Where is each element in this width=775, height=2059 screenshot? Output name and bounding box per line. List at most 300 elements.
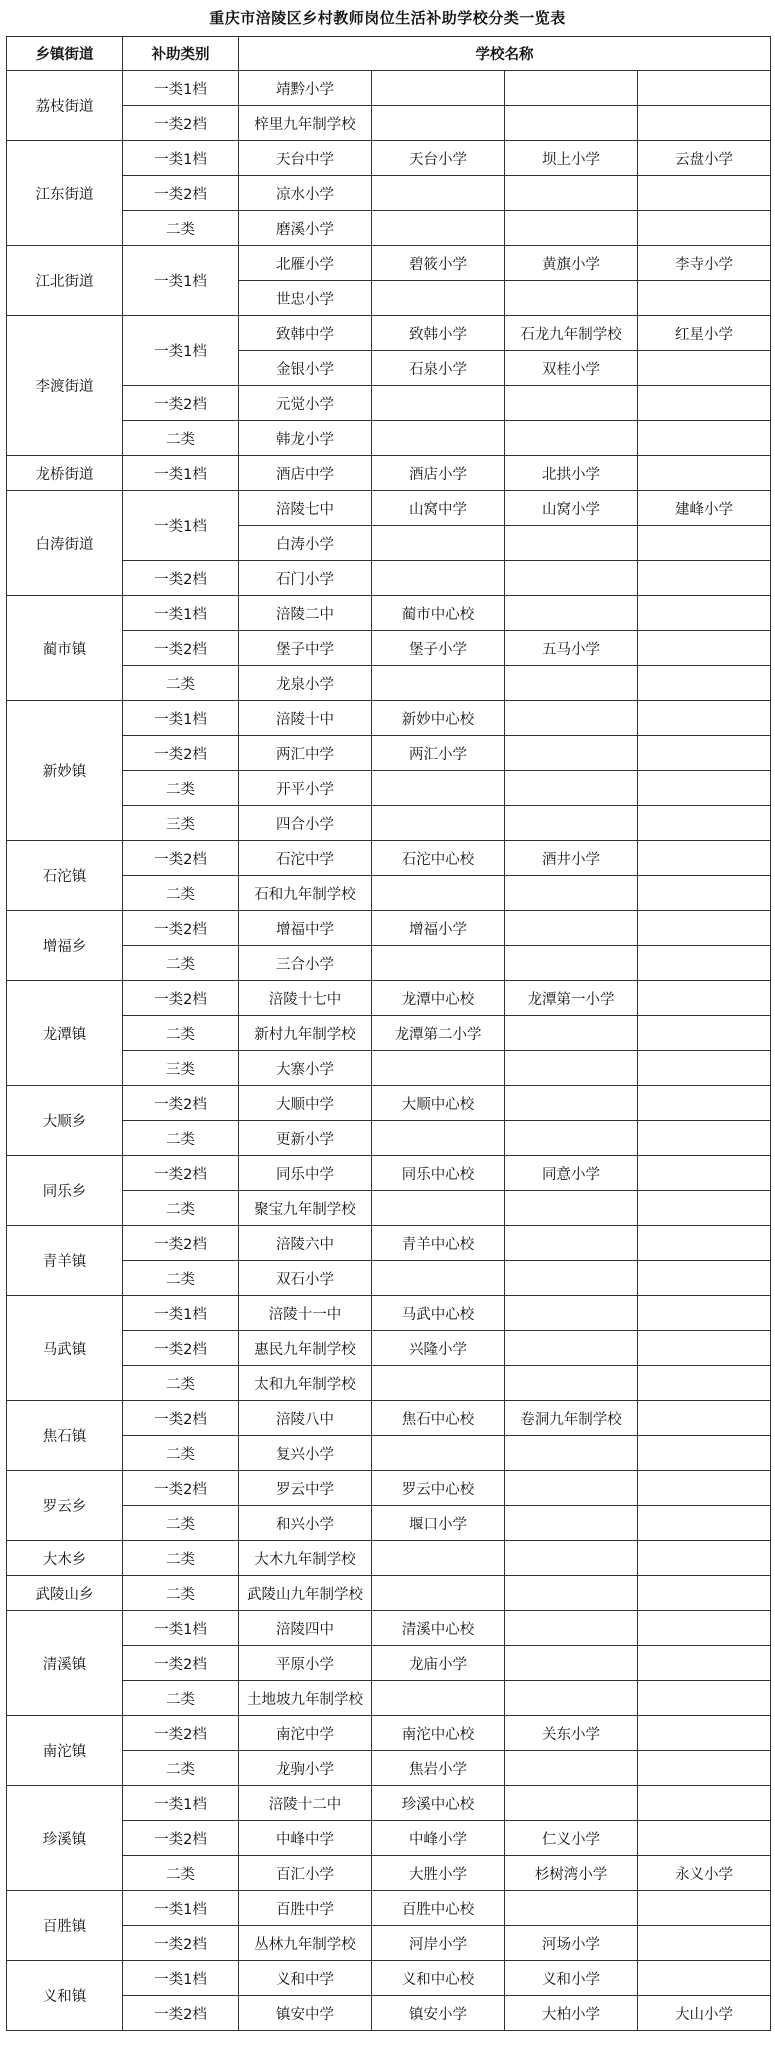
town-cell: 焦石镇 <box>7 1401 123 1471</box>
school-cell: 关东小学 <box>505 1716 638 1751</box>
category-cell: 二类 <box>123 1261 239 1296</box>
school-cell: 双石小学 <box>239 1261 372 1296</box>
empty-cell <box>372 71 505 106</box>
school-cell: 元觉小学 <box>239 386 372 421</box>
school-cell: 罗云中心校 <box>372 1471 505 1506</box>
empty-cell <box>638 1821 771 1856</box>
table-row <box>7 841 771 876</box>
category-cell: 一类1档 <box>123 1296 239 1331</box>
empty-cell <box>505 1121 638 1156</box>
empty-cell <box>505 736 638 771</box>
empty-cell <box>505 876 638 911</box>
empty-cell <box>372 211 505 246</box>
page-title: 重庆市涪陵区乡村教师岗位生活补助学校分类一览表 <box>209 9 566 27</box>
empty-cell <box>638 71 771 106</box>
school-cell: 石沱中学 <box>239 841 372 876</box>
town-cell: 珍溪镇 <box>7 1786 123 1891</box>
empty-cell <box>505 1191 638 1226</box>
town-cell: 马武镇 <box>7 1296 123 1401</box>
school-cell: 大顺中学 <box>239 1086 372 1121</box>
school-cell: 坝上小学 <box>505 141 638 176</box>
empty-cell <box>505 1751 638 1786</box>
town-cell: 大木乡 <box>7 1541 123 1576</box>
category-cell: 一类1档 <box>123 491 239 561</box>
empty-cell <box>638 526 771 561</box>
school-cell: 杉树湾小学 <box>505 1856 638 1891</box>
town-cell: 大顺乡 <box>7 1086 123 1156</box>
empty-cell <box>638 631 771 666</box>
empty-cell <box>505 1471 638 1506</box>
empty-cell <box>638 1751 771 1786</box>
table-row <box>7 246 771 281</box>
empty-cell <box>505 1611 638 1646</box>
school-cell: 平原小学 <box>239 1646 372 1681</box>
empty-cell <box>505 561 638 596</box>
school-cell: 同乐中心校 <box>372 1156 505 1191</box>
town-cell: 同乐乡 <box>7 1156 123 1226</box>
school-cell: 涪陵二中 <box>239 596 372 631</box>
empty-cell <box>638 1716 771 1751</box>
school-cell: 北拱小学 <box>505 456 638 491</box>
empty-cell <box>638 1926 771 1961</box>
school-cell: 黄旗小学 <box>505 246 638 281</box>
school-cell: 龙潭第二小学 <box>372 1016 505 1051</box>
empty-cell <box>638 666 771 701</box>
table-row <box>7 1156 771 1191</box>
header-row <box>7 37 771 71</box>
empty-cell <box>638 1016 771 1051</box>
empty-cell <box>638 1541 771 1576</box>
school-cell: 双桂小学 <box>505 351 638 386</box>
table-row <box>7 911 771 946</box>
town-cell: 江东街道 <box>7 141 123 246</box>
empty-cell <box>638 876 771 911</box>
empty-cell <box>638 421 771 456</box>
school-cell: 堡子小学 <box>372 631 505 666</box>
school-cell: 龙潭中心校 <box>372 981 505 1016</box>
table-row <box>7 596 771 631</box>
school-cell: 复兴小学 <box>239 1436 372 1471</box>
category-cell: 一类1档 <box>123 1786 239 1821</box>
empty-cell <box>638 1681 771 1716</box>
category-cell: 二类 <box>123 876 239 911</box>
table-row <box>7 1891 771 1926</box>
school-cell: 致韩小学 <box>372 316 505 351</box>
school-cell: 涪陵八中 <box>239 1401 372 1436</box>
school-cell: 涪陵十七中 <box>239 981 372 1016</box>
empty-cell <box>505 596 638 631</box>
empty-cell <box>638 386 771 421</box>
empty-cell <box>638 1226 771 1261</box>
empty-cell <box>372 666 505 701</box>
empty-cell <box>505 386 638 421</box>
empty-cell <box>372 771 505 806</box>
town-cell: 新妙镇 <box>7 701 123 841</box>
empty-cell <box>638 1331 771 1366</box>
school-cell: 两汇中学 <box>239 736 372 771</box>
school-cell: 同乐中学 <box>239 1156 372 1191</box>
empty-cell <box>638 1261 771 1296</box>
school-cell: 焦石中心校 <box>372 1401 505 1436</box>
school-cell: 靖黔小学 <box>239 71 372 106</box>
school-cell: 百汇小学 <box>239 1856 372 1891</box>
category-cell: 一类1档 <box>123 316 239 386</box>
town-cell: 青羊镇 <box>7 1226 123 1296</box>
school-cell: 龙泉小学 <box>239 666 372 701</box>
table-row <box>7 1296 771 1331</box>
school-cell: 世忠小学 <box>239 281 372 316</box>
empty-cell <box>505 176 638 211</box>
empty-cell <box>372 421 505 456</box>
school-cell: 镇安中学 <box>239 1996 372 2031</box>
school-cell: 建峰小学 <box>638 491 771 526</box>
category-cell: 一类2档 <box>123 981 239 1016</box>
town-cell: 江北街道 <box>7 246 123 316</box>
category-cell: 一类2档 <box>123 1331 239 1366</box>
school-cell: 山窝小学 <box>505 491 638 526</box>
empty-cell <box>505 526 638 561</box>
table-row <box>7 1471 771 1506</box>
town-cell: 白涛街道 <box>7 491 123 596</box>
school-cell: 碧筱小学 <box>372 246 505 281</box>
category-cell: 二类 <box>123 1751 239 1786</box>
town-cell: 龙潭镇 <box>7 981 123 1086</box>
town-cell: 荔枝街道 <box>7 71 123 141</box>
town-cell: 义和镇 <box>7 1961 123 2031</box>
table-row <box>7 1611 771 1646</box>
empty-cell <box>638 1786 771 1821</box>
category-cell: 一类2档 <box>123 1471 239 1506</box>
school-cell: 河场小学 <box>505 1926 638 1961</box>
empty-cell <box>505 1331 638 1366</box>
empty-cell <box>372 1681 505 1716</box>
empty-cell <box>372 176 505 211</box>
town-cell: 南沱镇 <box>7 1716 123 1786</box>
town-cell: 增福乡 <box>7 911 123 981</box>
school-cell: 石门小学 <box>239 561 372 596</box>
school-cell: 涪陵七中 <box>239 491 372 526</box>
table-row <box>7 456 771 491</box>
category-cell: 二类 <box>123 1681 239 1716</box>
table-row <box>7 71 771 106</box>
empty-cell <box>505 106 638 141</box>
header-town: 乡镇街道 <box>7 37 123 71</box>
empty-cell <box>638 1191 771 1226</box>
empty-cell <box>372 1436 505 1471</box>
empty-cell <box>638 1051 771 1086</box>
school-cell: 焦岩小学 <box>372 1751 505 1786</box>
school-cell: 永义小学 <box>638 1856 771 1891</box>
school-cell: 增福中学 <box>239 911 372 946</box>
school-cell: 大柏小学 <box>505 1996 638 2031</box>
empty-cell <box>505 946 638 981</box>
category-cell: 二类 <box>123 1541 239 1576</box>
table-row <box>7 1086 771 1121</box>
empty-cell <box>638 176 771 211</box>
empty-cell <box>505 1646 638 1681</box>
category-cell: 二类 <box>123 211 239 246</box>
school-cell: 义和小学 <box>505 1961 638 1996</box>
empty-cell <box>505 71 638 106</box>
empty-cell <box>638 1086 771 1121</box>
school-cell: 龙潭第一小学 <box>505 981 638 1016</box>
category-cell: 一类2档 <box>123 1226 239 1261</box>
empty-cell <box>638 1961 771 1996</box>
school-cell: 蔺市中心校 <box>372 596 505 631</box>
school-cell: 大寨小学 <box>239 1051 372 1086</box>
empty-cell <box>638 281 771 316</box>
school-cell: 韩龙小学 <box>239 421 372 456</box>
category-cell: 一类2档 <box>123 1926 239 1961</box>
school-cell: 酒店中学 <box>239 456 372 491</box>
school-cell: 石龙九年制学校 <box>505 316 638 351</box>
school-cell: 致韩中学 <box>239 316 372 351</box>
table-row <box>7 141 771 176</box>
table-row <box>7 1716 771 1751</box>
header-schools: 学校名称 <box>239 37 771 71</box>
empty-cell <box>505 1506 638 1541</box>
category-cell: 一类2档 <box>123 1086 239 1121</box>
town-cell: 武陵山乡 <box>7 1576 123 1611</box>
empty-cell <box>505 211 638 246</box>
school-cell: 聚宝九年制学校 <box>239 1191 372 1226</box>
empty-cell <box>505 1576 638 1611</box>
category-cell: 一类2档 <box>123 631 239 666</box>
school-cell: 石和九年制学校 <box>239 876 372 911</box>
table-row <box>7 491 771 526</box>
empty-cell <box>505 1681 638 1716</box>
empty-cell <box>505 1086 638 1121</box>
empty-cell <box>372 1051 505 1086</box>
category-cell: 二类 <box>123 1856 239 1891</box>
town-cell: 李渡街道 <box>7 316 123 456</box>
school-cell: 河岸小学 <box>372 1926 505 1961</box>
category-cell: 一类1档 <box>123 456 239 491</box>
empty-cell <box>505 1226 638 1261</box>
empty-cell <box>638 806 771 841</box>
school-cell: 大胜小学 <box>372 1856 505 1891</box>
empty-cell <box>372 1366 505 1401</box>
empty-cell <box>505 701 638 736</box>
empty-cell <box>638 1121 771 1156</box>
empty-cell <box>372 281 505 316</box>
school-cell: 涪陵十中 <box>239 701 372 736</box>
town-cell: 龙桥街道 <box>7 456 123 491</box>
empty-cell <box>638 911 771 946</box>
school-cell: 酒井小学 <box>505 841 638 876</box>
category-cell: 一类2档 <box>123 841 239 876</box>
empty-cell <box>638 1471 771 1506</box>
category-cell: 二类 <box>123 1121 239 1156</box>
category-cell: 一类1档 <box>123 141 239 176</box>
category-cell: 一类1档 <box>123 246 239 316</box>
school-cell: 青羊中心校 <box>372 1226 505 1261</box>
empty-cell <box>638 1366 771 1401</box>
school-cell: 涪陵四中 <box>239 1611 372 1646</box>
empty-cell <box>638 981 771 1016</box>
category-cell: 一类1档 <box>123 1611 239 1646</box>
school-cell: 丛林九年制学校 <box>239 1926 372 1961</box>
school-cell: 磨溪小学 <box>239 211 372 246</box>
school-cell: 土地坡九年制学校 <box>239 1681 372 1716</box>
school-cell: 百胜中学 <box>239 1891 372 1926</box>
school-cell: 北雁小学 <box>239 246 372 281</box>
empty-cell <box>372 106 505 141</box>
school-cell: 新妙中心校 <box>372 701 505 736</box>
empty-cell <box>638 946 771 981</box>
empty-cell <box>638 736 771 771</box>
school-cell: 义和中心校 <box>372 1961 505 1996</box>
school-cell: 天台中学 <box>239 141 372 176</box>
school-cell: 增福小学 <box>372 911 505 946</box>
category-cell: 二类 <box>123 666 239 701</box>
category-cell: 一类1档 <box>123 71 239 106</box>
empty-cell <box>638 1506 771 1541</box>
empty-cell <box>505 806 638 841</box>
school-cell: 天台小学 <box>372 141 505 176</box>
school-cell: 涪陵六中 <box>239 1226 372 1261</box>
town-cell: 清溪镇 <box>7 1611 123 1716</box>
table-row <box>7 701 771 736</box>
empty-cell <box>638 1436 771 1471</box>
school-cell: 红星小学 <box>638 316 771 351</box>
empty-cell <box>505 1261 638 1296</box>
school-cell: 新村九年制学校 <box>239 1016 372 1051</box>
category-cell: 一类2档 <box>123 386 239 421</box>
school-cell: 兴隆小学 <box>372 1331 505 1366</box>
school-cell: 卷洞九年制学校 <box>505 1401 638 1436</box>
school-cell: 凉水小学 <box>239 176 372 211</box>
school-cell: 石沱中心校 <box>372 841 505 876</box>
town-cell: 百胜镇 <box>7 1891 123 1961</box>
empty-cell <box>638 351 771 386</box>
category-cell: 二类 <box>123 1366 239 1401</box>
school-cell: 白涛小学 <box>239 526 372 561</box>
empty-cell <box>505 1296 638 1331</box>
school-cell: 石泉小学 <box>372 351 505 386</box>
school-cell: 南沱中心校 <box>372 1716 505 1751</box>
table-body <box>7 71 771 2031</box>
school-table <box>6 36 771 2031</box>
table-row <box>7 981 771 1016</box>
category-cell: 一类1档 <box>123 596 239 631</box>
school-cell: 梓里九年制学校 <box>239 106 372 141</box>
category-cell: 一类1档 <box>123 1891 239 1926</box>
school-cell: 三合小学 <box>239 946 372 981</box>
empty-cell <box>505 1541 638 1576</box>
table-row <box>7 1576 771 1611</box>
empty-cell <box>638 1576 771 1611</box>
school-cell: 五马小学 <box>505 631 638 666</box>
empty-cell <box>372 1121 505 1156</box>
school-cell: 酒店小学 <box>372 456 505 491</box>
category-cell: 一类2档 <box>123 1156 239 1191</box>
empty-cell <box>372 561 505 596</box>
school-cell: 南沱中学 <box>239 1716 372 1751</box>
category-cell: 二类 <box>123 421 239 456</box>
school-cell: 龙庙小学 <box>372 1646 505 1681</box>
school-cell: 义和中学 <box>239 1961 372 1996</box>
empty-cell <box>638 1646 771 1681</box>
category-cell: 一类2档 <box>123 736 239 771</box>
table-row <box>7 1786 771 1821</box>
empty-cell <box>372 806 505 841</box>
school-cell: 两汇小学 <box>372 736 505 771</box>
empty-cell <box>638 1611 771 1646</box>
category-cell: 二类 <box>123 1016 239 1051</box>
category-cell: 一类1档 <box>123 701 239 736</box>
school-cell: 四合小学 <box>239 806 372 841</box>
school-cell: 镇安小学 <box>372 1996 505 2031</box>
school-cell: 云盘小学 <box>638 141 771 176</box>
category-cell: 二类 <box>123 1506 239 1541</box>
category-cell: 三类 <box>123 1051 239 1086</box>
category-cell: 一类2档 <box>123 176 239 211</box>
empty-cell <box>638 1156 771 1191</box>
school-cell: 开平小学 <box>239 771 372 806</box>
empty-cell <box>372 1261 505 1296</box>
empty-cell <box>638 561 771 596</box>
category-cell: 二类 <box>123 771 239 806</box>
school-cell: 太和九年制学校 <box>239 1366 372 1401</box>
category-cell: 一类2档 <box>123 911 239 946</box>
empty-cell <box>372 526 505 561</box>
school-cell: 中峰小学 <box>372 1821 505 1856</box>
empty-cell <box>638 1401 771 1436</box>
school-cell: 大山小学 <box>638 1996 771 2031</box>
empty-cell <box>638 596 771 631</box>
school-cell: 中峰中学 <box>239 1821 372 1856</box>
school-cell: 堡子中学 <box>239 631 372 666</box>
table-row <box>7 1226 771 1261</box>
school-cell: 大顺中心校 <box>372 1086 505 1121</box>
category-cell: 一类2档 <box>123 561 239 596</box>
empty-cell <box>638 701 771 736</box>
school-cell: 同意小学 <box>505 1156 638 1191</box>
category-cell: 一类2档 <box>123 1716 239 1751</box>
town-cell: 蔺市镇 <box>7 596 123 701</box>
category-cell: 一类2档 <box>123 1821 239 1856</box>
empty-cell <box>505 1786 638 1821</box>
empty-cell <box>638 456 771 491</box>
town-cell: 罗云乡 <box>7 1471 123 1541</box>
school-cell: 大木九年制学校 <box>239 1541 372 1576</box>
town-cell: 石沱镇 <box>7 841 123 911</box>
school-cell: 仁义小学 <box>505 1821 638 1856</box>
school-cell: 罗云中学 <box>239 1471 372 1506</box>
category-cell: 一类2档 <box>123 1646 239 1681</box>
school-cell: 涪陵十一中 <box>239 1296 372 1331</box>
empty-cell <box>505 1016 638 1051</box>
table-row <box>7 1541 771 1576</box>
empty-cell <box>638 106 771 141</box>
school-cell: 清溪中心校 <box>372 1611 505 1646</box>
category-cell: 二类 <box>123 1191 239 1226</box>
category-cell: 二类 <box>123 1436 239 1471</box>
empty-cell <box>638 771 771 806</box>
empty-cell <box>505 421 638 456</box>
school-cell: 马武中心校 <box>372 1296 505 1331</box>
empty-cell <box>372 876 505 911</box>
school-cell: 山窝中学 <box>372 491 505 526</box>
empty-cell <box>505 1051 638 1086</box>
empty-cell <box>372 1191 505 1226</box>
empty-cell <box>505 1366 638 1401</box>
empty-cell <box>505 771 638 806</box>
school-cell: 涪陵十二中 <box>239 1786 372 1821</box>
empty-cell <box>638 211 771 246</box>
category-cell: 一类2档 <box>123 1401 239 1436</box>
